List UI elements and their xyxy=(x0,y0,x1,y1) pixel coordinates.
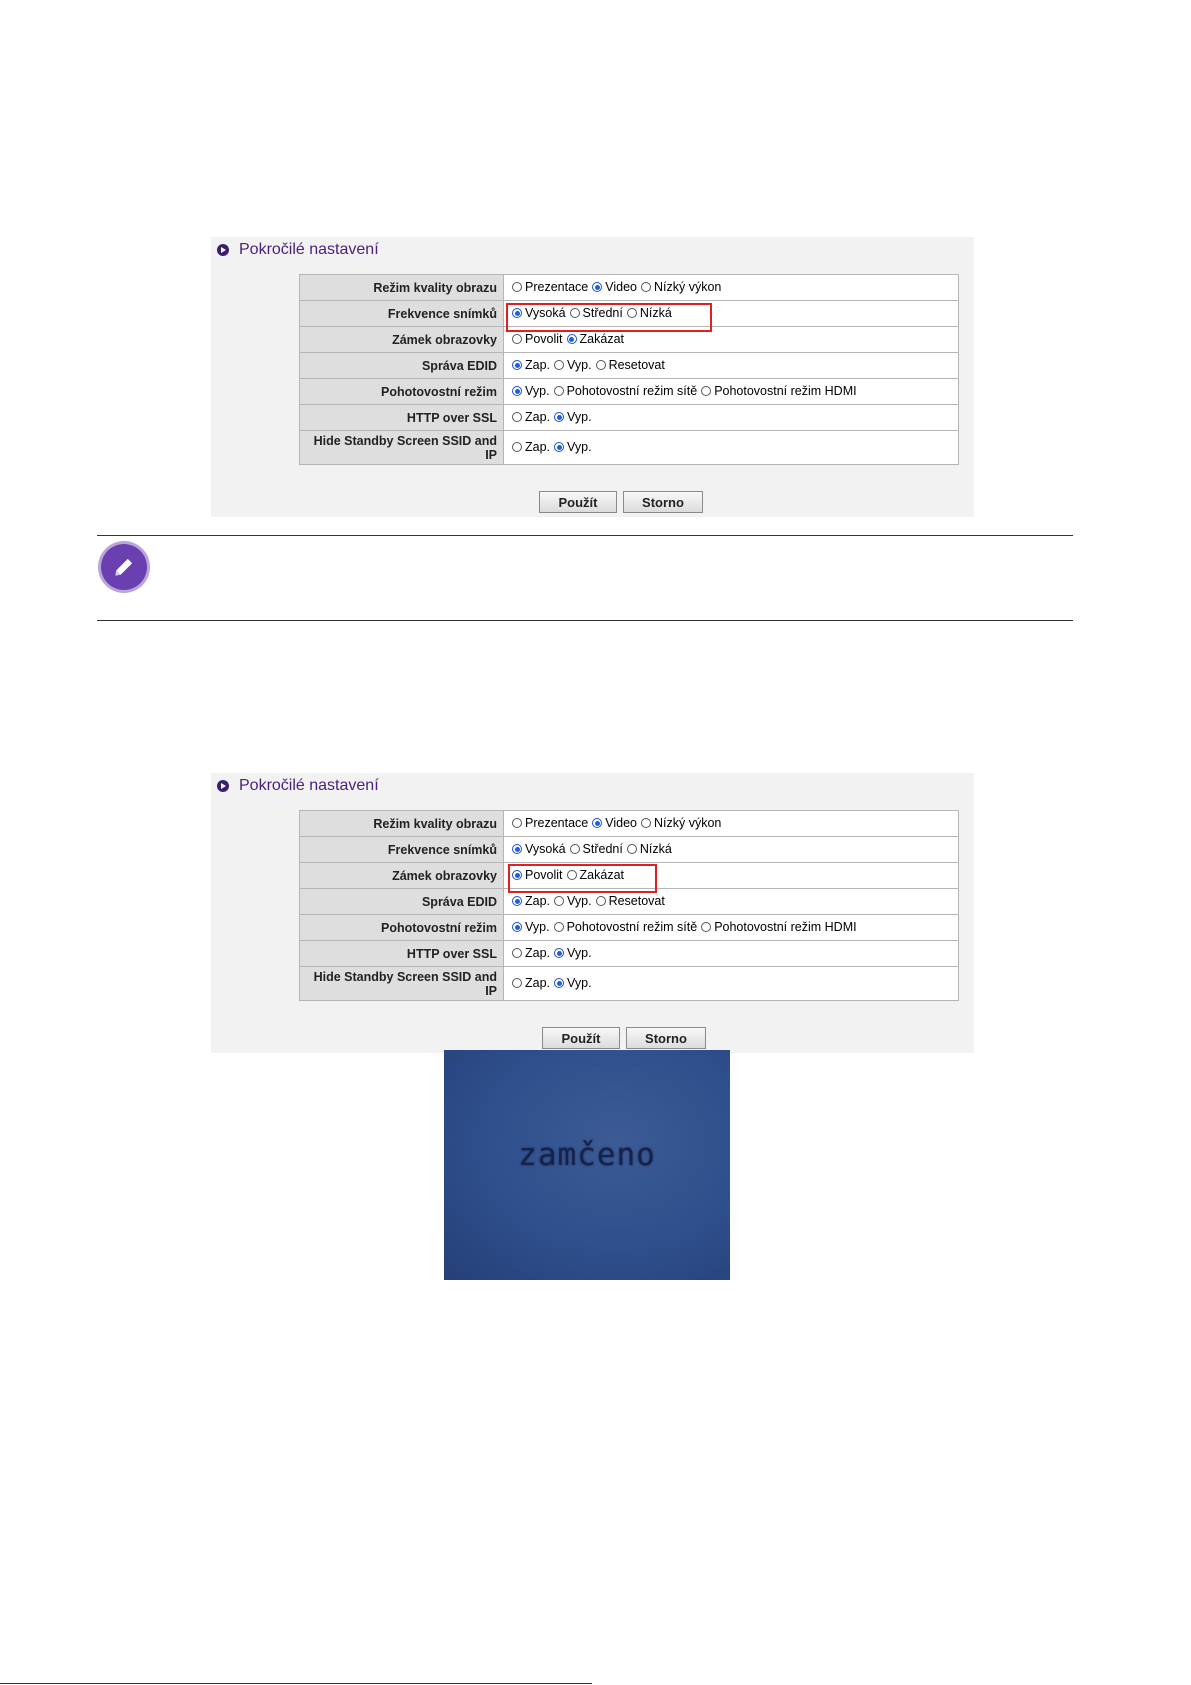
radio-label: Střední xyxy=(582,306,623,320)
radio-button[interactable] xyxy=(512,896,522,906)
radio-button[interactable] xyxy=(512,922,522,932)
radio-option[interactable] xyxy=(512,358,550,372)
radio-button[interactable] xyxy=(570,844,580,854)
radio-button[interactable] xyxy=(554,978,564,988)
radio-label: Prezentace xyxy=(525,280,589,294)
radio-option[interactable] xyxy=(512,384,550,398)
radio-label: Vyp. xyxy=(567,894,592,908)
radio-button[interactable] xyxy=(554,896,564,906)
setting-label: HTTP over SSL xyxy=(300,405,504,431)
radio-option[interactable] xyxy=(570,842,623,856)
setting-label: Hide Standby Screen SSID and IP xyxy=(300,431,504,465)
radio-label: Vyp. xyxy=(567,440,592,454)
radio-option[interactable] xyxy=(554,946,592,960)
radio-button[interactable] xyxy=(512,282,522,292)
radio-label: Pohotovostní režim HDMI xyxy=(714,920,857,934)
settings-row xyxy=(300,379,959,405)
setting-options xyxy=(504,837,959,863)
radio-label: Vyp. xyxy=(567,410,592,424)
setting-options xyxy=(504,811,959,837)
radio-button[interactable] xyxy=(554,360,564,370)
radio-option[interactable] xyxy=(554,384,698,398)
radio-label: Prezentace xyxy=(525,816,589,830)
radio-button[interactable] xyxy=(701,386,711,396)
radio-label: Pohotovostní režim sítě xyxy=(566,920,698,934)
cancel-button[interactable]: Storno xyxy=(623,491,703,513)
divider-bottom xyxy=(97,620,1073,621)
setting-label: Frekvence snímků xyxy=(300,301,504,327)
cancel-button[interactable]: Storno xyxy=(626,1027,706,1049)
radio-option[interactable] xyxy=(701,920,856,934)
radio-button[interactable] xyxy=(512,844,522,854)
radio-label: Vysoká xyxy=(525,306,566,320)
radio-option[interactable] xyxy=(512,920,550,934)
apply-button[interactable]: Použít xyxy=(539,491,617,513)
setting-options xyxy=(504,379,959,405)
highlight-box xyxy=(508,864,657,893)
radio-label: Nízká xyxy=(639,306,672,320)
radio-button[interactable] xyxy=(641,282,651,292)
radio-option[interactable] xyxy=(512,976,550,990)
radio-option[interactable] xyxy=(596,894,665,908)
play-bullet-icon xyxy=(217,244,229,256)
setting-options xyxy=(504,915,959,941)
setting-label: Správa EDID xyxy=(300,889,504,915)
radio-button[interactable] xyxy=(592,818,602,828)
panel-title-text: Pokročilé nastavení xyxy=(239,241,379,258)
settings-row xyxy=(300,967,959,1001)
radio-button[interactable] xyxy=(627,844,637,854)
radio-option[interactable] xyxy=(596,358,665,372)
panel-title xyxy=(217,240,379,260)
radio-option[interactable] xyxy=(512,816,588,830)
radio-option[interactable] xyxy=(512,946,550,960)
radio-button[interactable] xyxy=(512,818,522,828)
radio-button[interactable] xyxy=(512,442,522,452)
setting-label: Zámek obrazovky xyxy=(300,863,504,889)
radio-label: Zap. xyxy=(525,410,551,424)
radio-option[interactable] xyxy=(512,410,550,424)
setting-label: HTTP over SSL xyxy=(300,941,504,967)
setting-label: Režim kvality obrazu xyxy=(300,811,504,837)
radio-label: Resetovat xyxy=(608,894,665,908)
setting-label: Správa EDID xyxy=(300,353,504,379)
radio-option[interactable] xyxy=(592,280,637,294)
radio-button[interactable] xyxy=(701,922,711,932)
pencil-icon xyxy=(101,544,147,590)
radio-label: Zakázat xyxy=(579,332,624,346)
radio-label: Zap. xyxy=(525,946,551,960)
radio-option[interactable] xyxy=(567,332,624,346)
radio-label: Nízký výkon xyxy=(653,280,722,294)
radio-label: Nízký výkon xyxy=(653,816,722,830)
radio-label: Resetovat xyxy=(608,358,665,372)
settings-row xyxy=(300,353,959,379)
setting-label: Frekvence snímků xyxy=(300,837,504,863)
radio-option[interactable] xyxy=(512,894,550,908)
radio-label: Vyp. xyxy=(567,946,592,960)
radio-label: Zap. xyxy=(525,894,551,908)
radio-option[interactable] xyxy=(512,332,563,346)
radio-button[interactable] xyxy=(554,412,564,422)
settings-row xyxy=(300,275,959,301)
setting-label: Hide Standby Screen SSID and IP xyxy=(300,967,504,1001)
radio-button[interactable] xyxy=(512,978,522,988)
radio-label: Zap. xyxy=(525,440,551,454)
radio-button[interactable] xyxy=(512,948,522,958)
radio-button[interactable] xyxy=(512,360,522,370)
highlight-box xyxy=(506,303,712,332)
radio-option[interactable] xyxy=(592,816,637,830)
setting-label: Pohotovostní režim xyxy=(300,915,504,941)
radio-option[interactable] xyxy=(554,976,592,990)
apply-button[interactable]: Použít xyxy=(542,1027,620,1049)
radio-label: Vyp. xyxy=(567,976,592,990)
setting-label: Pohotovostní režim xyxy=(300,379,504,405)
radio-button[interactable] xyxy=(567,334,577,344)
radio-label: Pohotovostní režim HDMI xyxy=(714,384,857,398)
radio-label: Zakázat xyxy=(579,868,624,882)
radio-option[interactable] xyxy=(512,842,566,856)
radio-label: Střední xyxy=(582,842,623,856)
radio-label: Povolit xyxy=(525,332,563,346)
play-bullet-icon xyxy=(217,780,229,792)
radio-button[interactable] xyxy=(554,948,564,958)
settings-row xyxy=(300,915,959,941)
radio-option[interactable] xyxy=(627,842,672,856)
radio-label: Zap. xyxy=(525,976,551,990)
settings-row xyxy=(300,431,959,465)
radio-option[interactable] xyxy=(512,440,550,454)
setting-label: Režim kvality obrazu xyxy=(300,275,504,301)
settings-row xyxy=(300,811,959,837)
radio-button[interactable] xyxy=(592,282,602,292)
locked-text: zamčeno xyxy=(518,1137,656,1173)
radio-label: Vyp. xyxy=(525,920,550,934)
divider-top xyxy=(97,535,1073,536)
panel-title-text: Pokročilé nastavení xyxy=(239,777,379,794)
radio-option[interactable] xyxy=(554,358,592,372)
setting-options xyxy=(504,405,959,431)
footer-divider xyxy=(0,1683,592,1684)
radio-label: Vyp. xyxy=(525,384,550,398)
radio-label: Vyp. xyxy=(567,358,592,372)
setting-options xyxy=(504,967,959,1001)
radio-label: Vysoká xyxy=(525,842,566,856)
radio-option[interactable] xyxy=(554,410,592,424)
setting-label: Zámek obrazovky xyxy=(300,327,504,353)
radio-label: Zap. xyxy=(525,358,551,372)
locked-screen-photo xyxy=(444,1050,730,1280)
radio-option[interactable] xyxy=(641,816,721,830)
setting-options xyxy=(504,275,959,301)
settings-table xyxy=(299,810,959,1001)
radio-button[interactable] xyxy=(596,360,606,370)
radio-button[interactable] xyxy=(554,386,564,396)
settings-row xyxy=(300,405,959,431)
radio-option[interactable] xyxy=(554,440,592,454)
radio-label: Video xyxy=(605,816,637,830)
radio-button[interactable] xyxy=(554,442,564,452)
radio-button[interactable] xyxy=(596,896,606,906)
radio-button[interactable] xyxy=(554,922,564,932)
settings-row xyxy=(300,837,959,863)
radio-label: Pohotovostní režim sítě xyxy=(566,384,698,398)
settings-panel-2 xyxy=(211,773,974,1053)
radio-button[interactable] xyxy=(512,334,522,344)
radio-option[interactable] xyxy=(512,280,588,294)
setting-options xyxy=(504,941,959,967)
radio-option[interactable] xyxy=(701,384,856,398)
radio-button[interactable] xyxy=(512,412,522,422)
setting-options xyxy=(504,431,959,465)
radio-option[interactable] xyxy=(641,280,721,294)
settings-panel-1 xyxy=(211,237,974,517)
radio-button[interactable] xyxy=(641,818,651,828)
setting-options xyxy=(504,353,959,379)
radio-label: Povolit xyxy=(525,868,563,882)
radio-button[interactable] xyxy=(512,386,522,396)
radio-option[interactable] xyxy=(554,920,698,934)
radio-label: Nízká xyxy=(639,842,672,856)
radio-option[interactable] xyxy=(554,894,592,908)
settings-row xyxy=(300,941,959,967)
radio-label: Video xyxy=(605,280,637,294)
panel-title xyxy=(217,776,379,796)
